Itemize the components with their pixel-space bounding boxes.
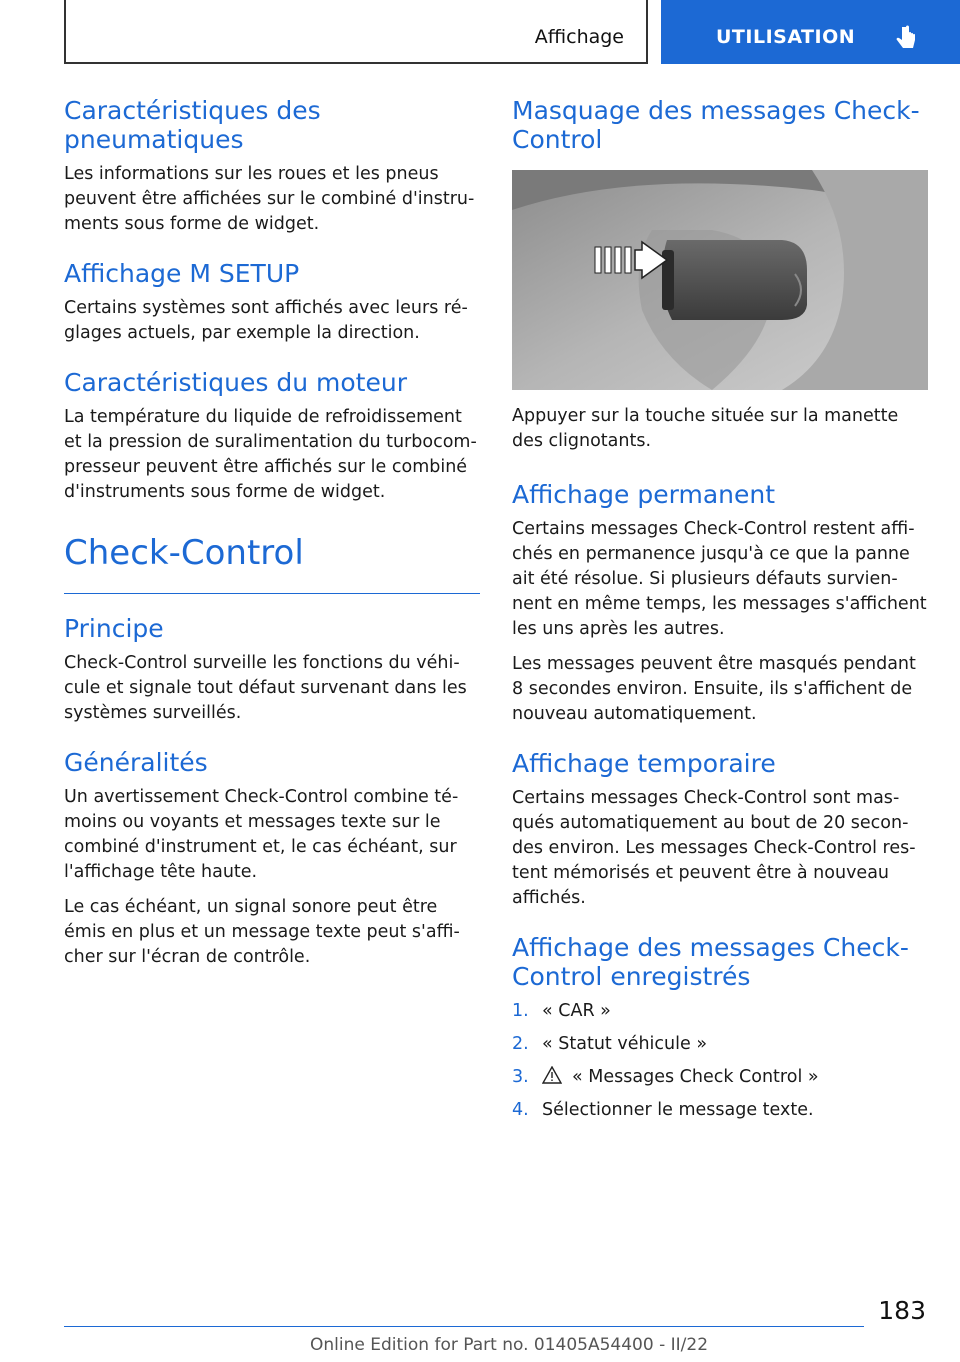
permanent-text-1: Certains messages Check-Control restent affichés en permanence jusqu'à ce que la panne ait été résolue. Si plusieurs défauts surviennent en même temps, les messages s'affichent les uns après les autres. [512, 519, 927, 639]
temporary-heading: Affichage temporaire [512, 749, 776, 778]
left-column [64, 96, 480, 992]
turn-signal-stalk-photo [512, 170, 928, 390]
hide-heading: Masquage des messages Check-Control [512, 96, 920, 154]
temporary-section [512, 749, 928, 911]
msetup-section [64, 259, 480, 346]
footer-rule [64, 1326, 864, 1327]
check-control-rule [64, 593, 480, 594]
msetup-text: Certains systèmes sont affichés avec leurs réglages actuels, par exemple la direction. [64, 298, 468, 343]
stored-steps-list [512, 999, 928, 1123]
tyres-heading: Caractéristiques des pneumatiques [64, 96, 321, 154]
principle-heading: Principe [64, 614, 164, 643]
list-item: 1. « CAR » [512, 1001, 611, 1021]
permanent-section [512, 480, 928, 727]
check-control-heading: Check-Control [64, 533, 304, 573]
principle-section [64, 614, 480, 726]
general-heading: Généralités [64, 748, 208, 777]
stored-section [512, 933, 928, 1123]
header-chapter-tab[interactable] [661, 0, 960, 64]
general-text-2: Le cas échéant, un signal sonore peut être émis en plus et un message texte peut s'afficher sur l'écran de contrôle. [64, 897, 460, 967]
engine-heading: Caractéristiques du moteur [64, 368, 407, 397]
msetup-heading: Affichage M SETUP [64, 259, 300, 288]
header-chapter-label: UTILISATION [716, 26, 856, 48]
right-column [512, 96, 928, 1145]
page-number: 183 [878, 1296, 926, 1325]
hand-pointer-icon [891, 24, 921, 54]
permanent-heading: Affichage permanent [512, 480, 776, 509]
footer-edition: Online Edition for Part no. 01405A54400 - II/22 [310, 1335, 709, 1355]
engine-text: La température du liquide de refroidissement et la pression de suralimentation du turbocompresseur peuvent être affichés sur le combiné d'instruments sous forme de widget. [64, 407, 477, 502]
temporary-text: Certains messages Check-Control sont masqués automatiquement au bout de 20 secondes environ. Les messages Check-Control restent mémorisés et peuvent être à nouveau affichés. [512, 788, 916, 908]
stored-heading: Affichage des messages Check-Control enregistrés [512, 933, 909, 991]
header-section-title: Affichage [534, 26, 624, 48]
permanent-text-2: Les messages peuvent être masqués pendant 8 secondes environ. Ensuite, ils s'affichent de nouveau automatiquement. [512, 654, 916, 724]
general-text-1: Un avertissement Check-Control combine témoins ou voyants et messages texte sur le combiné d'instrument et, le cas échéant, sur l'affichage tête haute. [64, 787, 459, 882]
hide-text: Appuyer sur la touche située sur la manette des clignotants. [512, 406, 899, 451]
tyres-section [64, 96, 480, 237]
principle-text: Check-Control surveille les fonctions du véhicule et signale tout défaut survenant dans les systèmes surveillés. [64, 653, 467, 723]
general-section [64, 748, 480, 970]
warning-triangle-icon [542, 1066, 562, 1084]
list-item: 4. Sélectionner le message texte. [512, 1100, 814, 1120]
list-item: 2. « Statut véhicule » [512, 1034, 708, 1054]
list-item: 3. « Messages Check Control » [512, 1067, 819, 1087]
engine-section [64, 368, 480, 505]
tyres-text: Les informations sur les roues et les pneus peuvent être affichées sur le combiné d'instruments sous forme de widget. [64, 164, 475, 234]
